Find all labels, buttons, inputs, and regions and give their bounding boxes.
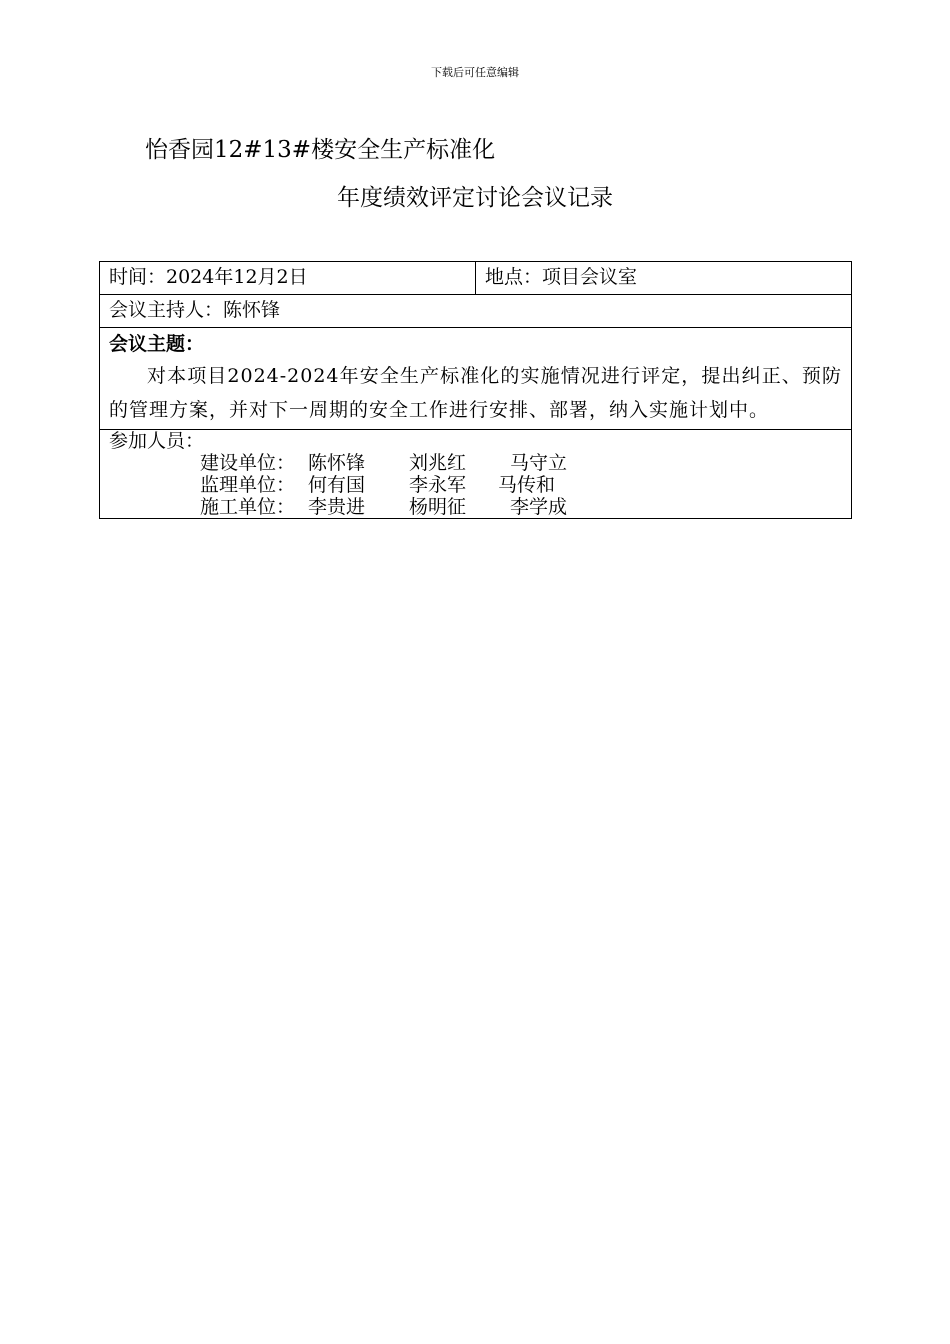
- attendees-label: 参加人员：: [109, 430, 205, 452]
- topic-row: [100, 328, 852, 430]
- attendee-name: 李永军: [409, 474, 467, 496]
- attendee-name: 杨明征: [409, 496, 467, 518]
- topic-body: 对本项目2024-2024年安全生产标准化的实施情况进行评定，提出纠正、预防的管理方案，并对下一周期的安全工作进行安排、部署，纳入实施计划中。: [109, 365, 842, 421]
- meeting-topic-cell: [100, 328, 852, 430]
- attendee-name: 何有国: [308, 474, 366, 496]
- host-row: [100, 295, 852, 328]
- attendee-group: [109, 496, 842, 518]
- attendee-name: 马守立: [510, 452, 568, 474]
- attendee-group: [109, 452, 842, 474]
- attendee-unit: 监理单位：: [200, 474, 296, 496]
- attendee-name: 陈怀锋: [308, 452, 366, 474]
- meeting-host-cell: 会议主持人：陈怀锋: [100, 295, 852, 328]
- meeting-record-table: [99, 261, 852, 519]
- attendee-name: 李贵进: [308, 496, 366, 518]
- meeting-time-cell: 时间：2024年12月2日: [100, 262, 476, 295]
- attendee-unit: 建设单位：: [200, 452, 296, 474]
- meeting-place-cell: 地点：项目会议室: [476, 262, 852, 295]
- attendees-cell: [100, 430, 852, 519]
- attendees-row: [100, 430, 852, 519]
- header-note: 下载后可任意编辑: [431, 66, 519, 79]
- time-place-row: [100, 262, 852, 295]
- document-title-line2: 年度绩效评定讨论会议记录: [337, 185, 613, 211]
- attendee-unit: 施工单位：: [200, 496, 296, 518]
- topic-label: 会议主题：: [109, 333, 205, 355]
- attendee-group: [109, 474, 842, 496]
- attendee-name: 刘兆红: [409, 452, 467, 474]
- attendee-name: 马传和: [498, 474, 556, 496]
- attendee-name: 李学成: [510, 496, 568, 518]
- document-title-line1: 怡香园12#13#楼安全生产标准化: [145, 137, 496, 163]
